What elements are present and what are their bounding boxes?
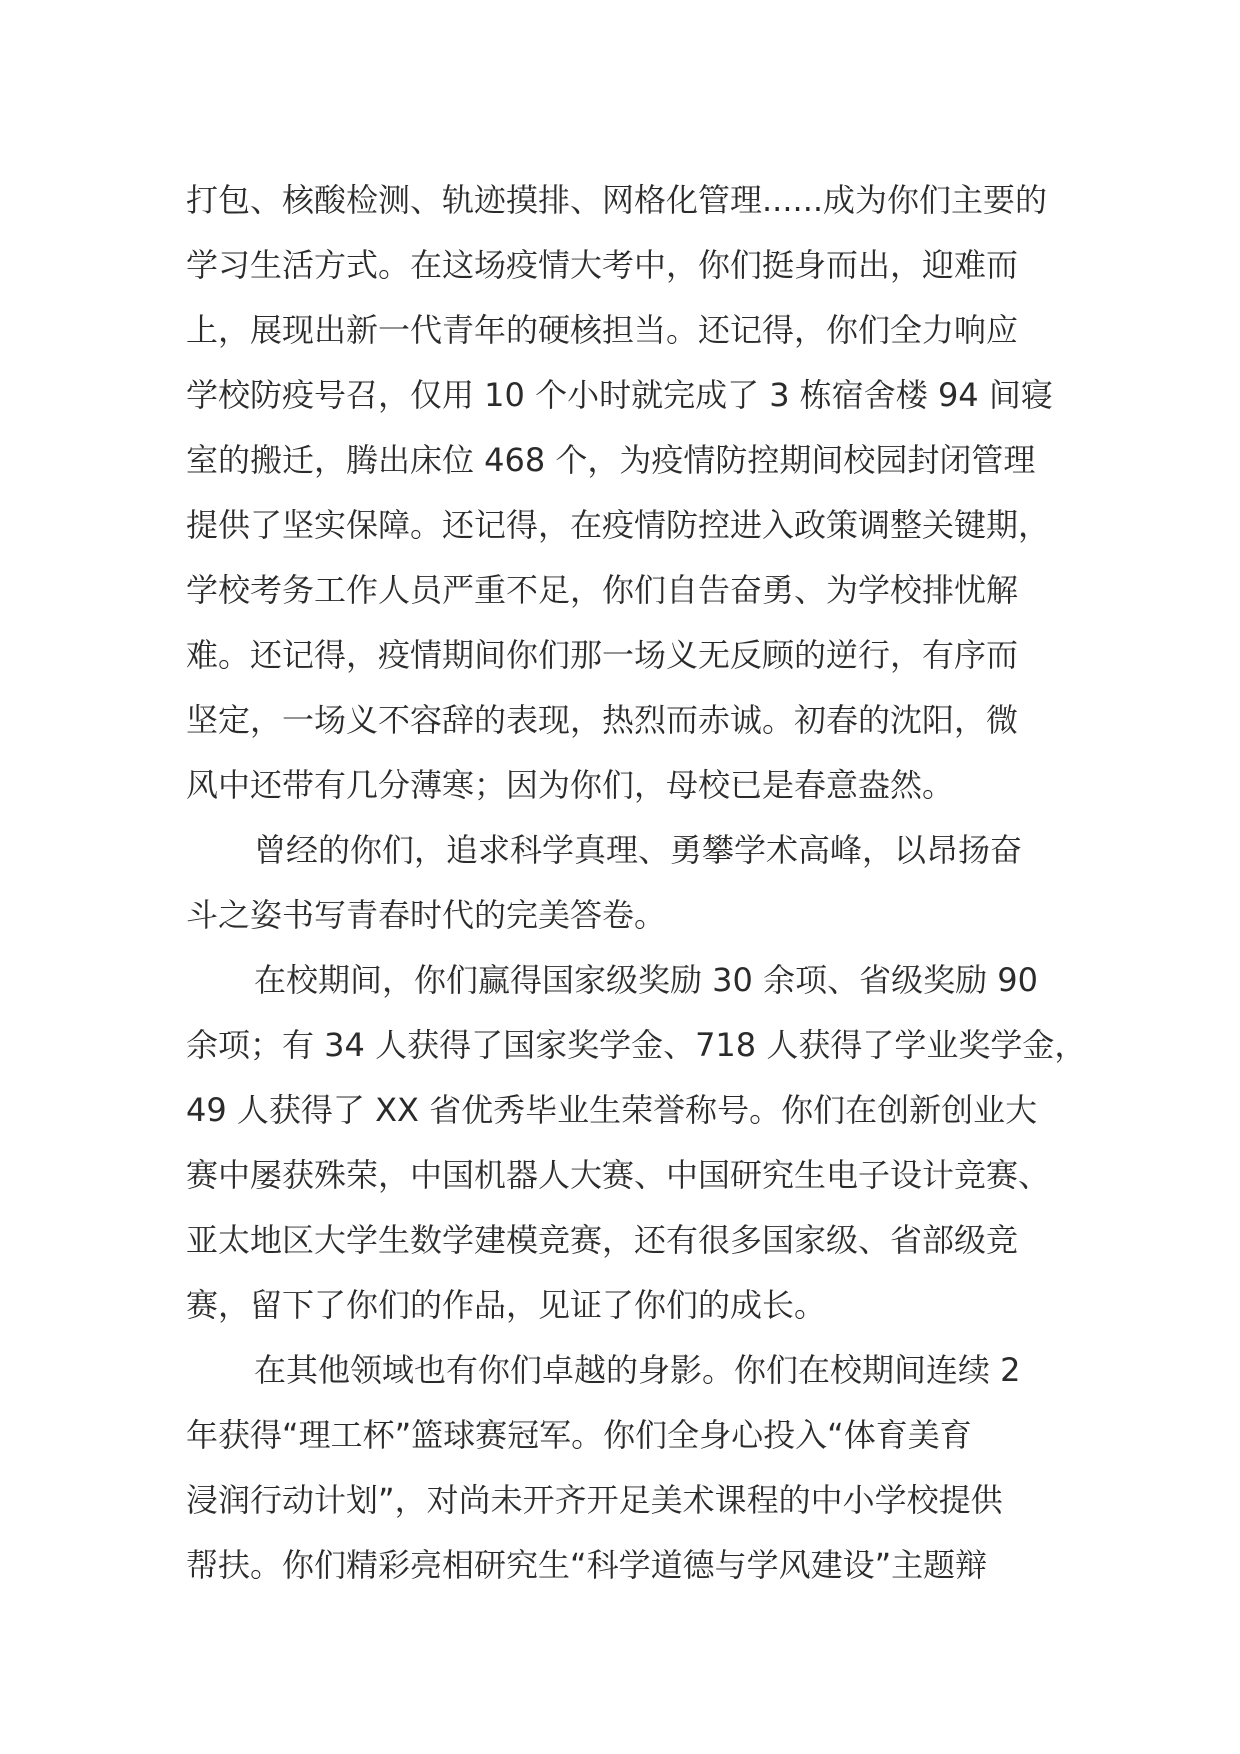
text-line: 难。还记得，疫情期间你们那一场义无反顾的逆行，有序而 [186, 636, 1019, 674]
text-line: 坚定，一场义不容辞的表现，热烈而赤诚。初春的沈阳，微 [186, 701, 1019, 739]
text-line: 室的搬迁，腾出床位 468 个，为疫情防控期间校园封闭管理 [186, 441, 1036, 479]
text-line: 学习生活方式。在这场疫情大考中，你们挺身而出，迎难而 [186, 246, 1019, 284]
text-line: 浸润行动计划”，对尚未开齐开足美术课程的中小学校提供 [186, 1481, 1003, 1519]
text-line: 打包、核酸检测、轨迹摸排、网格化管理......成为你们主要的 [186, 181, 1048, 219]
text-line: 帮扶。你们精彩亮相研究生“科学道德与学风建设”主题辩 [186, 1546, 988, 1584]
text-line-indented: 在其他领域也有你们卓越的身影。你们在校期间连续 2 [254, 1351, 1021, 1389]
text-line: 上，展现出新一代青年的硬核担当。还记得，你们全力响应 [186, 311, 1019, 349]
text-line: 49 人获得了 XX 省优秀毕业生荣誉称号。你们在创新创业大 [186, 1091, 1038, 1129]
text-line: 亚太地区大学生数学建模竞赛，还有很多国家级、省部级竞 [186, 1221, 1019, 1259]
text-line: 风中还带有几分薄寒；因为你们，母校已是春意盎然。 [186, 766, 955, 804]
text-line: 提供了坚实保障。还记得，在疫情防控进入政策调整关键期， [186, 506, 1051, 544]
body-text [186, 168, 1086, 1598]
text-line: 学校考务工作人员严重不足，你们自告奋勇、为学校排忧解 [186, 571, 1019, 609]
text-line: 年获得“理工杯”篮球赛冠军。你们全身心投入“体育美育 [186, 1416, 972, 1454]
text-line-indented: 曾经的你们，追求科学真理、勇攀学术高峰，以昂扬奋 [254, 831, 1023, 869]
text-line-indented: 在校期间，你们赢得国家级奖励 30 余项、省级奖励 90 [254, 961, 1038, 999]
text-line: 赛，留下了你们的作品，见证了你们的成长。 [186, 1286, 827, 1324]
text-line: 学校防疫号召，仅用 10 个小时就完成了 3 栋宿舍楼 94 间寝 [186, 376, 1053, 414]
text-line: 赛中屡获殊荣，中国机器人大赛、中国研究生电子设计竞赛、 [186, 1156, 1051, 1194]
text-line: 斗之姿书写青春时代的完美答卷。 [186, 896, 667, 934]
text-line: 余项；有 34 人获得了国家奖学金、718 人获得了学业奖学金， [186, 1026, 1087, 1064]
